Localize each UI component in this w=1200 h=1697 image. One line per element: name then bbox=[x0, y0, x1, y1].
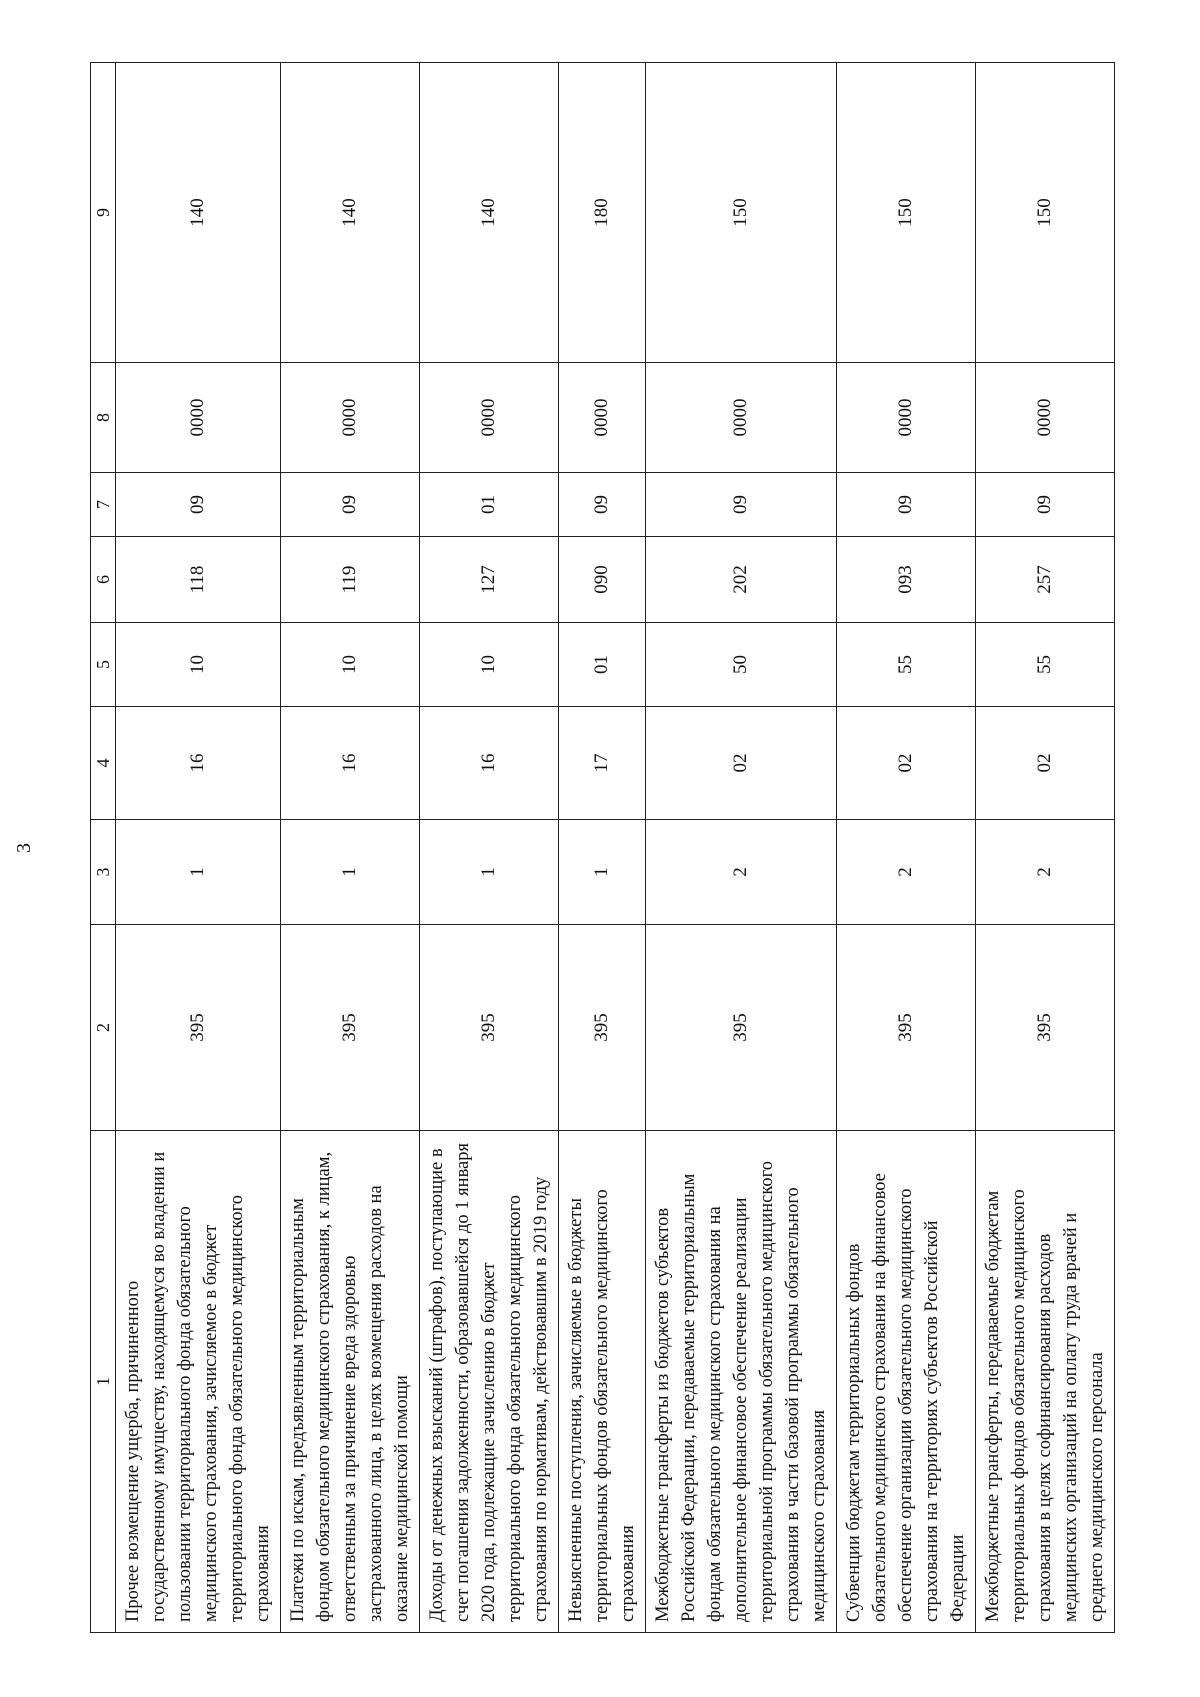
program-code-cell: 0000 bbox=[559, 363, 646, 473]
row-description: Межбюджетные трансферты из бюджетов субъектов Российской Федерации, передаваемые территориальным фондам обязательного медицинского страхования на дополнительное финансовое обеспечение реализации территориальной программы обязательного медицинского страхования в части базовой программы обязательного медицинского страхования bbox=[646, 1131, 837, 1633]
subarticle-code-cell: 090 bbox=[559, 537, 646, 623]
column-header-1: 1 bbox=[91, 1131, 116, 1633]
subarticle-code-cell: 093 bbox=[837, 537, 976, 623]
row-description: Платежи по искам, предъявленным территориальным фондом обязательного медицинского страхования, к лицам, ответственным за причинение вреда здоровью застрахованного лица, в целях возмещения расходов на оказание медицинской помощи bbox=[281, 1131, 420, 1633]
article-code-cell: 55 bbox=[976, 623, 1115, 707]
subgroup-code-cell: 02 bbox=[646, 707, 837, 820]
subgroup-code-cell: 02 bbox=[976, 707, 1115, 820]
subarticle-code-cell: 257 bbox=[976, 537, 1115, 623]
element-code-cell: 09 bbox=[559, 473, 646, 537]
admin-code-cell: 395 bbox=[837, 925, 976, 1131]
article-code-cell: 10 bbox=[116, 623, 281, 707]
row-description: Невыясненные поступления, зачисляемые в бюджеты территориальных фондов обязательного медицинского страхования bbox=[559, 1131, 646, 1633]
table-row bbox=[420, 63, 559, 1633]
table-row bbox=[559, 63, 646, 1633]
row-description: Доходы от денежных взысканий (штрафов), поступающие в счет погашения задолженности, образовавшейся до 1 января 2020 года, подлежащие зачислению в бюджет территориального фонда обязательного медицинского страхования по нормативам, действовавшим в 2019 году bbox=[420, 1131, 559, 1633]
column-header-6: 6 bbox=[91, 537, 116, 623]
group-code-cell: 2 bbox=[837, 820, 976, 925]
admin-code-cell: 395 bbox=[116, 925, 281, 1131]
row-description: Прочее возмещение ущерба, причиненного государственному имуществу, находящемуся во владении и пользовании территориального фонда обязательного медицинского страхования, зачисляемое в бюджет территориального фонда обязательного медицинского страхования bbox=[116, 1131, 281, 1633]
table-row bbox=[837, 63, 976, 1633]
program-code-cell: 0000 bbox=[837, 363, 976, 473]
column-header-5: 5 bbox=[91, 623, 116, 707]
group-code-cell: 1 bbox=[281, 820, 420, 925]
element-code-cell: 09 bbox=[646, 473, 837, 537]
article-code-cell: 55 bbox=[837, 623, 976, 707]
admin-code-cell: 395 bbox=[420, 925, 559, 1131]
column-header-4: 4 bbox=[91, 707, 116, 820]
rotated-content bbox=[13, 63, 1110, 1633]
table-row bbox=[116, 63, 281, 1633]
subarticle-code-cell: 127 bbox=[420, 537, 559, 623]
admin-code-cell: 395 bbox=[976, 925, 1115, 1131]
program-code-cell: 0000 bbox=[116, 363, 281, 473]
column-header-3: 3 bbox=[91, 820, 116, 925]
economic-code-cell: 140 bbox=[281, 63, 420, 363]
economic-code-cell: 150 bbox=[976, 63, 1115, 363]
element-code-cell: 09 bbox=[837, 473, 976, 537]
group-code-cell: 2 bbox=[646, 820, 837, 925]
economic-code-cell: 150 bbox=[646, 63, 837, 363]
economic-code-cell: 140 bbox=[116, 63, 281, 363]
table-row bbox=[281, 63, 420, 1633]
admin-code-cell: 395 bbox=[646, 925, 837, 1131]
economic-code-cell: 140 bbox=[420, 63, 559, 363]
subgroup-code-cell: 16 bbox=[420, 707, 559, 820]
admin-code-cell: 395 bbox=[559, 925, 646, 1131]
article-code-cell: 50 bbox=[646, 623, 837, 707]
column-header-9: 9 bbox=[91, 63, 116, 363]
group-code-cell: 2 bbox=[976, 820, 1115, 925]
group-code-cell: 1 bbox=[559, 820, 646, 925]
header-row bbox=[91, 63, 116, 1633]
column-header-8: 8 bbox=[91, 363, 116, 473]
subgroup-code-cell: 02 bbox=[837, 707, 976, 820]
group-code-cell: 1 bbox=[116, 820, 281, 925]
subgroup-code-cell: 17 bbox=[559, 707, 646, 820]
article-code-cell: 01 bbox=[559, 623, 646, 707]
economic-code-cell: 180 bbox=[559, 63, 646, 363]
subarticle-code-cell: 118 bbox=[116, 537, 281, 623]
program-code-cell: 0000 bbox=[976, 363, 1115, 473]
table-row bbox=[976, 63, 1115, 1633]
subgroup-code-cell: 16 bbox=[281, 707, 420, 820]
column-header-7: 7 bbox=[91, 473, 116, 537]
article-code-cell: 10 bbox=[420, 623, 559, 707]
element-code-cell: 09 bbox=[976, 473, 1115, 537]
admin-code-cell: 395 bbox=[281, 925, 420, 1131]
column-header-2: 2 bbox=[91, 925, 116, 1131]
table-row bbox=[646, 63, 837, 1633]
element-code-cell: 09 bbox=[281, 473, 420, 537]
economic-code-cell: 150 bbox=[837, 63, 976, 363]
row-description: Межбюджетные трансферты, передаваемые бюджетам территориальных фондов обязательного медицинского страхования в целях софинансирования расходов медицинских организаций на оплату труда врачей и среднего медицинского персонала bbox=[976, 1131, 1115, 1633]
group-code-cell: 1 bbox=[420, 820, 559, 925]
element-code-cell: 01 bbox=[420, 473, 559, 537]
program-code-cell: 0000 bbox=[646, 363, 837, 473]
page-number: 3 bbox=[13, 843, 35, 853]
element-code-cell: 09 bbox=[116, 473, 281, 537]
program-code-cell: 0000 bbox=[420, 363, 559, 473]
budget-codes-table bbox=[90, 62, 1115, 1633]
article-code-cell: 10 bbox=[281, 623, 420, 707]
subarticle-code-cell: 202 bbox=[646, 537, 837, 623]
program-code-cell: 0000 bbox=[281, 363, 420, 473]
row-description: Субвенции бюджетам территориальных фондов обязательного медицинского страхования на финансовое обеспечение организации обязательного медицинского страхования на территориях субъектов Российской Федерации bbox=[837, 1131, 976, 1633]
subgroup-code-cell: 16 bbox=[116, 707, 281, 820]
subarticle-code-cell: 119 bbox=[281, 537, 420, 623]
